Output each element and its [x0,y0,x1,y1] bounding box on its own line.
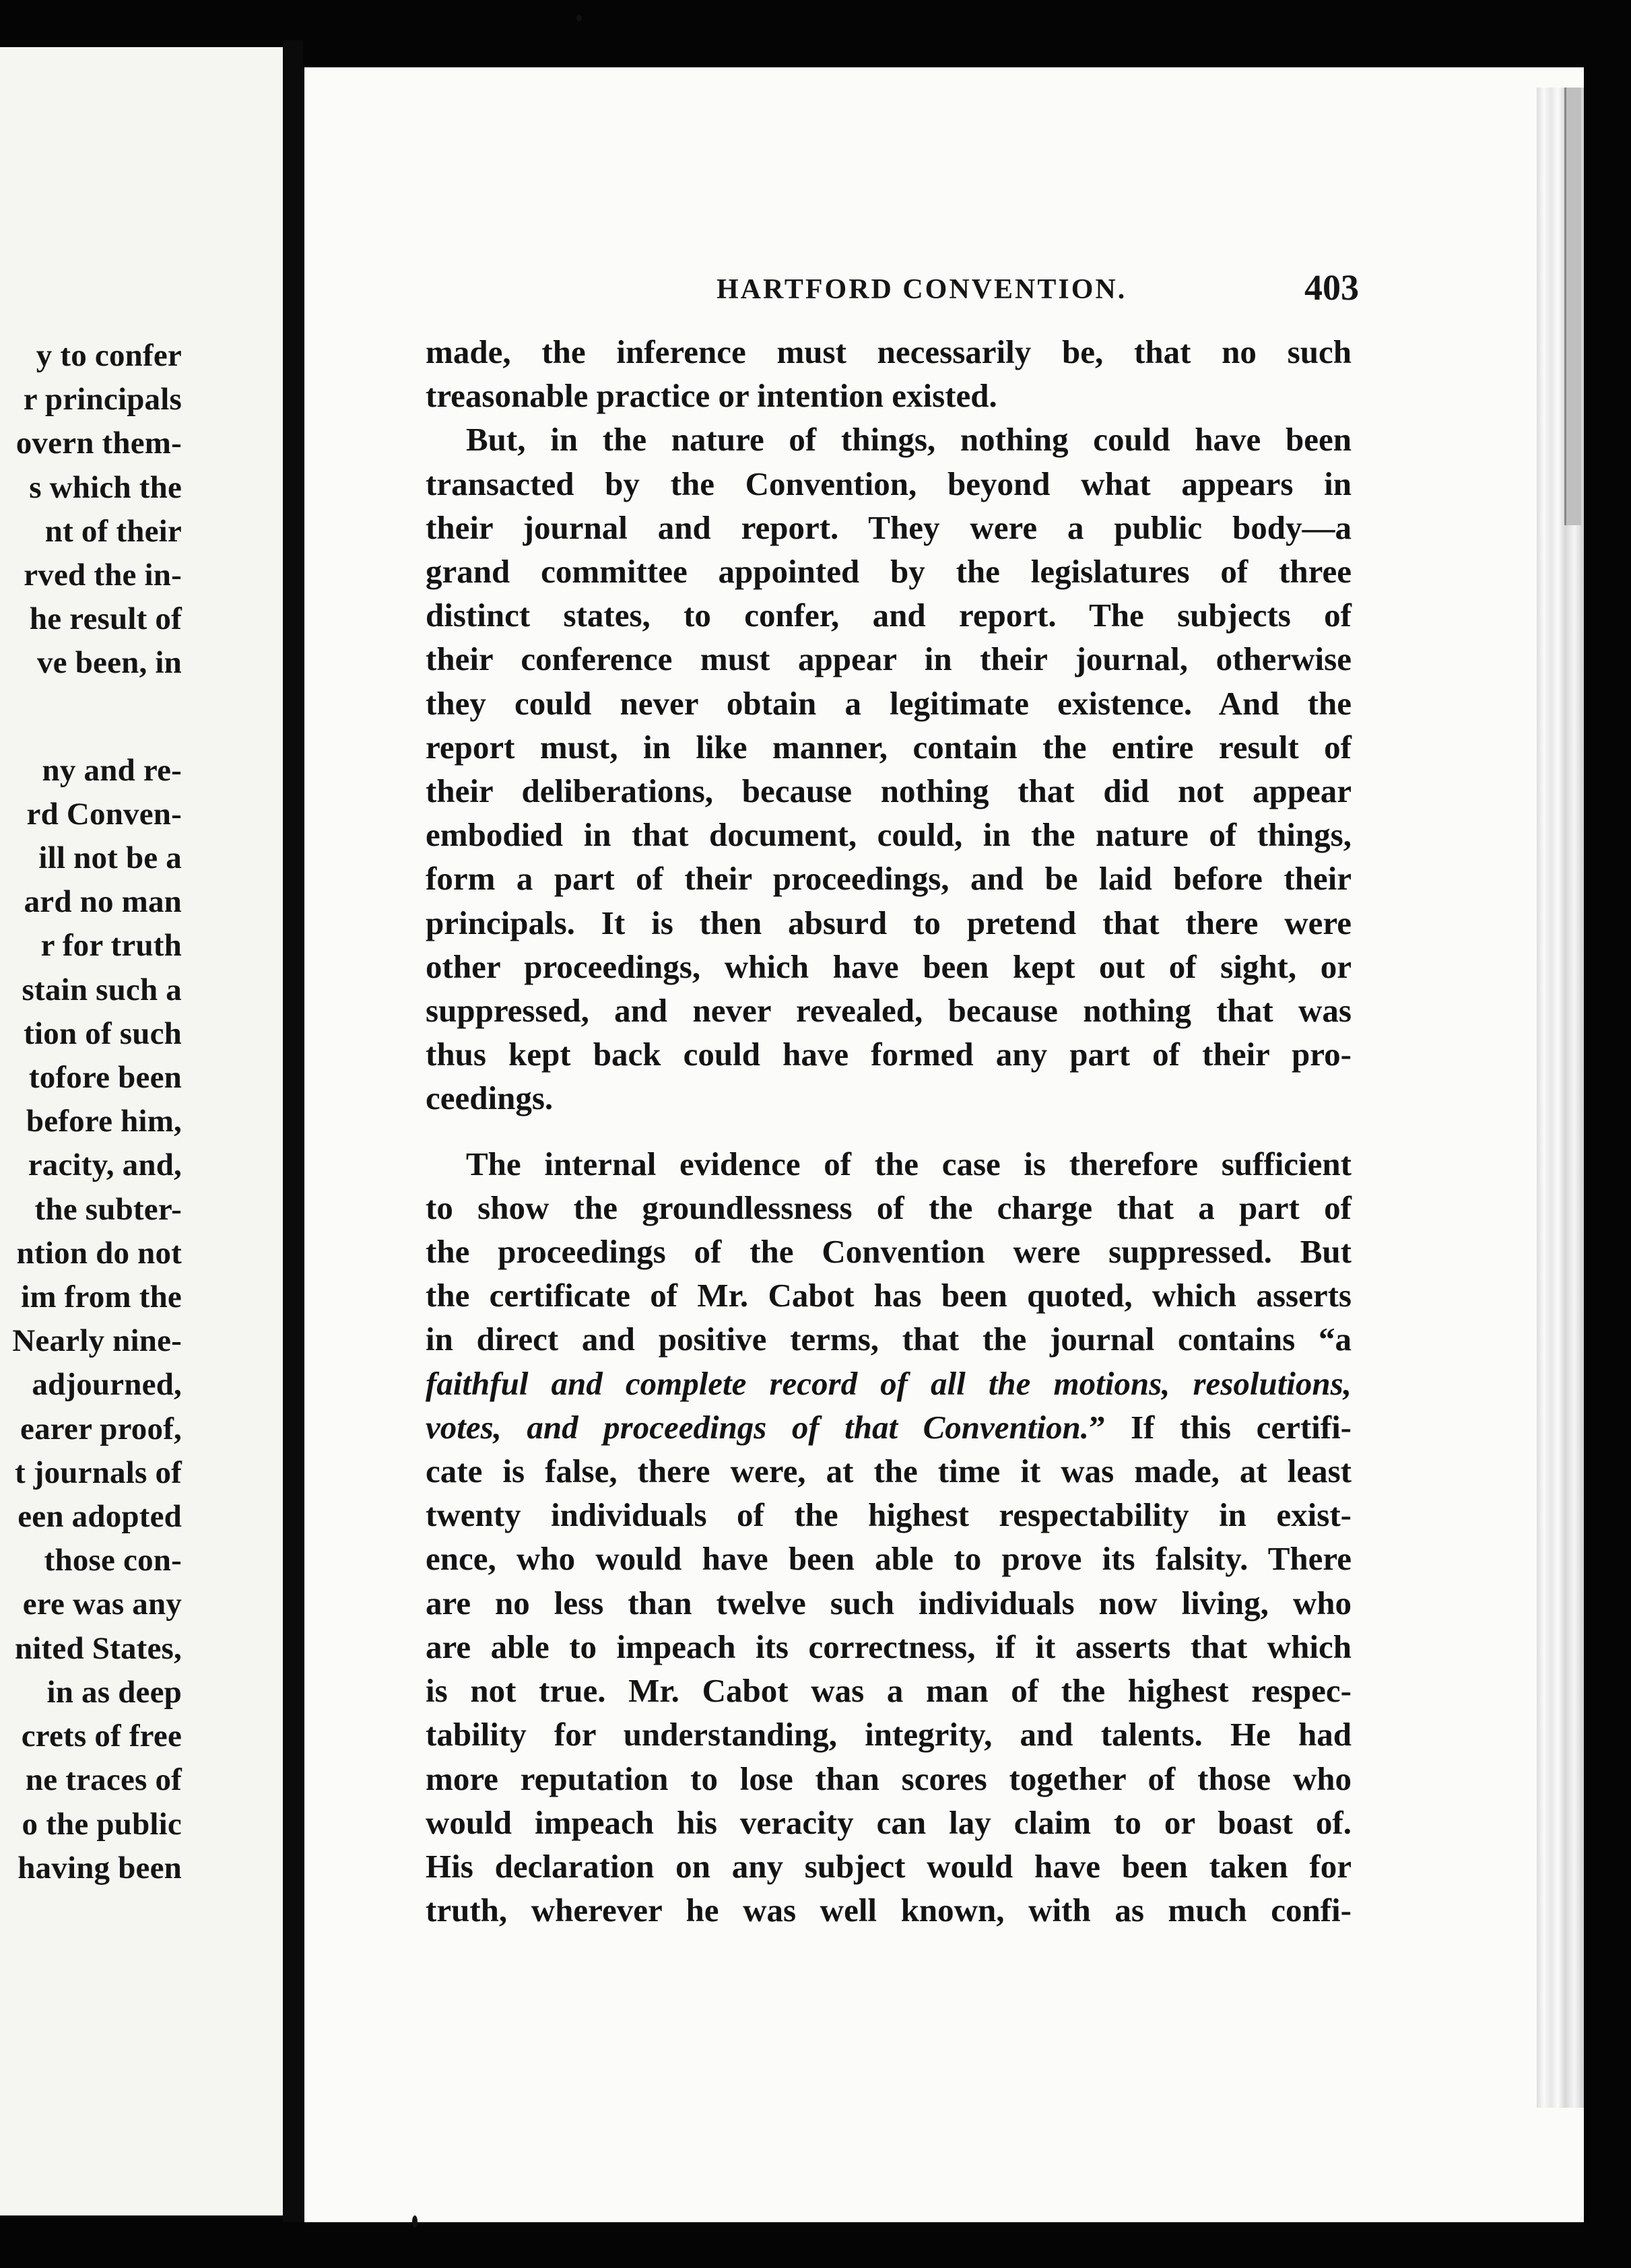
left-line: earer proof, [20,1411,182,1446]
right-page [304,67,1584,2222]
left-line: ntion do not [16,1235,182,1271]
left-line: o the public [22,1806,182,1842]
left-line: im from the [21,1279,182,1315]
text-line: more reputation to lose than scores together of those who [426,1760,1352,1797]
text-line: is not true. Mr. Cabot was a man of the highest respec- [426,1672,1352,1710]
text-line [426,1405,1352,1449]
text-line: But, in the nature of things, nothing could have been [466,421,1352,459]
text-line: in direct and positive terms, that the journal contains “a [426,1321,1352,1358]
italic-quote-end: votes, and proceedings of that Convention. [426,1408,1090,1446]
left-line: een adopted [18,1499,182,1535]
text-line: distinct states, to confer, and report. The subjects of [426,597,1352,634]
left-line: nt of their [44,513,182,549]
left-line: he result of [29,601,182,637]
running-head: HARTFORD CONVENTION. [717,274,1127,305]
scan-speck [576,15,582,22]
text-line: would impeach his veracity can lay claim to or boast of. [426,1803,1352,1841]
left-line: crets of free [21,1719,182,1754]
left-line: ard no man [24,884,182,920]
text-line: to show the groundlessness of the charge that a part of [426,1189,1352,1226]
body-text [426,330,1352,1932]
left-line: those con- [44,1543,182,1578]
quote-tail: ” If this certifi- [1089,1408,1352,1446]
left-line: nited States, [14,1630,182,1666]
text-line: form a part of their proceedings, and be laid before their [426,860,1352,898]
text-line: principals. It is then absurd to pretend that there were [426,904,1352,941]
left-line: t journals of [14,1455,182,1490]
text-line: other proceedings, which have been kept out of sight, or [426,947,1352,985]
left-line: rd Conven- [26,796,182,832]
left-line: rved the in- [24,558,182,593]
text-line: embodied in that document, could, in the nature of things, [426,816,1352,854]
text-line: His declaration on any subject would have been taken for [426,1847,1352,1885]
text-line: treasonable practice or intention existed. [426,377,997,415]
page-number: 403 [1304,267,1359,308]
text-line: ence, who would have been able to prove its falsity. There [426,1540,1352,1578]
left-line: ve been, in [36,645,182,681]
text-line: thus kept back could have formed any part of their pro- [426,1036,1352,1073]
text-line: report must, in like manner, contain the entire result of [426,728,1352,766]
text-line: the proceedings of the Convention were suppressed. But [426,1233,1352,1271]
left-line: adjourned, [32,1367,182,1403]
left-line: before him, [26,1104,182,1139]
text-line: suppressed, and never revealed, because nothing that was [426,992,1352,1030]
left-line: tion of such [24,1015,182,1051]
left-line: tofore been [28,1060,182,1096]
text-line: truth, wherever he was well known, with as much confi- [426,1892,1352,1929]
left-line: ere was any [22,1587,182,1622]
text-line: The internal evidence of the case is therefore sufficient [466,1145,1352,1182]
left-line: in as deep [46,1674,182,1710]
text-line: their conference must appear in their journal, otherwise [426,640,1352,678]
left-line: Nearly nine- [12,1323,182,1359]
left-line: ne traces of [25,1762,182,1798]
text-line: are no less than twelve such individuals now living, who [426,1584,1352,1622]
text-line: the certificate of Mr. Cabot has been quoted, which asserts [426,1277,1352,1314]
left-facing-page [0,47,283,2215]
left-line: y to confer [36,338,182,373]
left-page-text [0,334,182,1890]
left-line: the subter- [34,1191,182,1227]
text-line: they could never obtain a legitimate existence. And the [426,684,1352,722]
scan-speck [412,2215,418,2228]
text-line: are able to impeach its correctness, if it asserts that which [426,1628,1352,1665]
left-line: s which the [29,469,182,505]
left-line: racity, and, [28,1147,182,1183]
left-line: overn them- [15,426,182,461]
text-line: cate is false, there were, at the time it was made, at least [426,1453,1352,1490]
text-line: their journal and report. They were a public body—a [426,508,1352,546]
text-line: twenty individuals of the highest respectability in exist- [426,1496,1352,1534]
italic-quote-line: faithful and complete record of all the motions, resolutions, [426,1364,1352,1402]
text-line: grand committee appointed by the legislatures of three [426,553,1352,591]
left-line: ill not be a [38,840,182,876]
left-line: r for truth [40,928,182,964]
text-line: tability for understanding, integrity, and talents. He had [426,1716,1352,1754]
text-line: ceedings. [426,1079,554,1117]
text-line: transacted by the Convention, beyond what appears in [426,465,1352,502]
page-edge-tab [1564,88,1581,525]
left-line: r principals [23,382,182,418]
left-line: ny and re- [42,752,182,788]
text-line: made, the inference must necessarily be, that no such [426,333,1352,370]
left-line: having been [18,1850,182,1886]
left-line: stain such a [22,972,182,1007]
book-gutter [283,40,303,2222]
text-line: their deliberations, because nothing that did not appear [426,772,1352,810]
